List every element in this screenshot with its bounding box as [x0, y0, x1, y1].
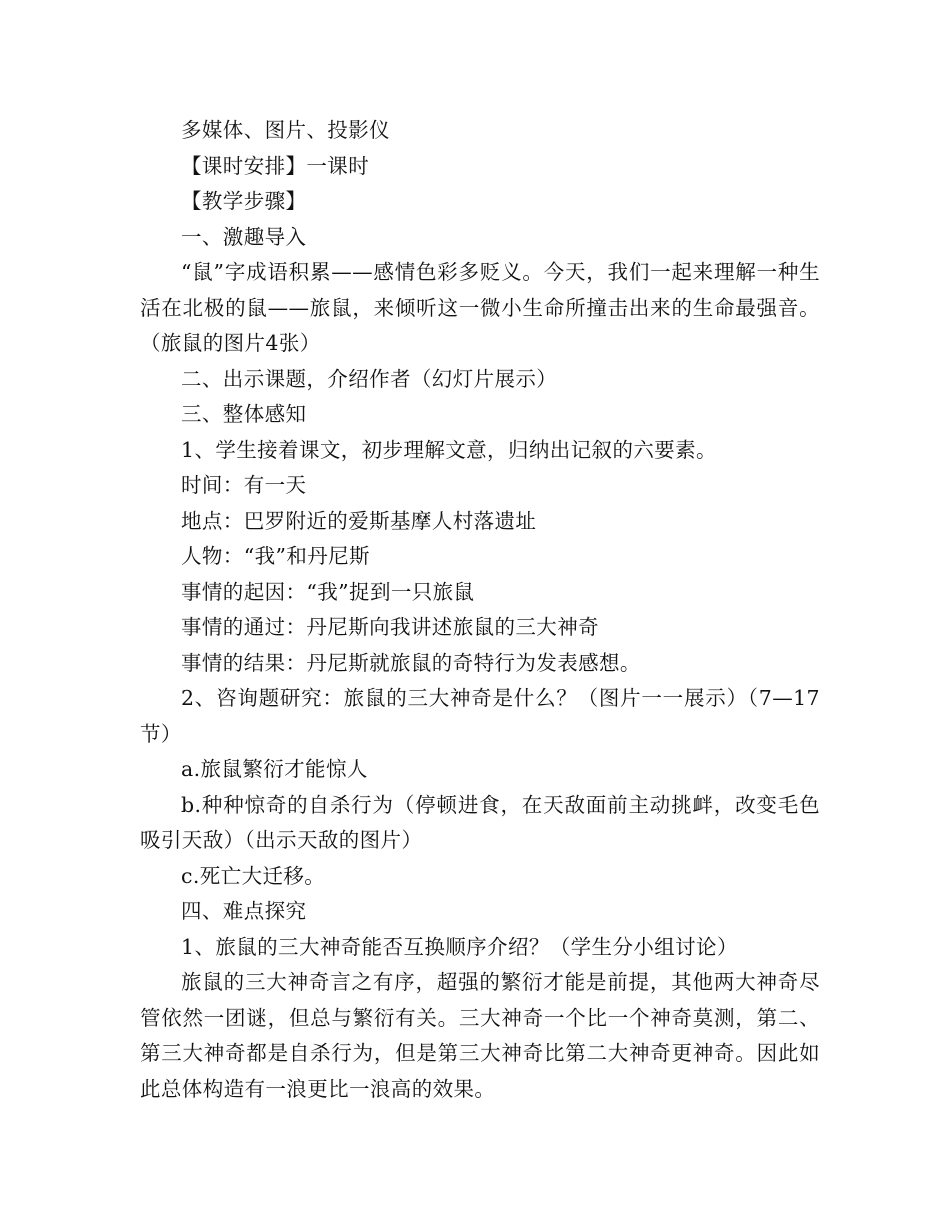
- paragraph-question-research: 2、咨询题研究：旅鼠的三大神奇是什么？（图片一一展示）（7—17节）: [140, 686, 820, 746]
- paragraph-materials: 多媒体、图片、投影仪: [181, 118, 390, 142]
- section-heading-title-author: 二、出示课题，介绍作者（幻灯片展示）: [181, 366, 558, 391]
- paragraph-cause: 事情的起因：“我”捉到一只旅鼠: [181, 579, 475, 604]
- paragraph-discussion-question: 1、旅鼠的三大神奇能否互换顺序介绍？（学生分小组讨论）: [181, 934, 738, 959]
- section-heading-introduction: 一、激趣导入: [181, 224, 307, 249]
- section-heading-difficulty: 四、难点探究: [181, 899, 307, 923]
- paragraph-six-elements: 1、学生接着课文，初步理解文意，归纳出记叙的六要素。: [181, 437, 717, 462]
- paragraph-characters: 人物：“我”和丹尼斯: [181, 544, 370, 568]
- paragraph-class-schedule: 【课时安排】一课时: [181, 153, 370, 178]
- section-heading-overall-perception: 三、整体感知: [181, 402, 307, 426]
- paragraph-result: 事情的结果：丹尼斯就旅鼠的奇特行为发表感想。: [181, 650, 641, 675]
- list-item-c: c.死亡大迁移。: [181, 863, 326, 888]
- paragraph-process: 事情的通过：丹尼斯向我讲述旅鼠的三大神奇: [181, 615, 599, 639]
- paragraph-introduction-body: “鼠”字成语积累——感情色彩多贬义。今天，我们一起来理解一种生活在北极的鼠——旅鼠，来倾听这一微小生命所撞击出来的生命最强音。（旅鼠的图片4张）: [140, 260, 820, 355]
- list-item-b: b.种种惊奇的自杀行为（停顿进食，在天敌面前主动挑衅，改变毛色吸引天敌）（出示天敌的图片）: [140, 792, 820, 852]
- document-body: [140, 113, 820, 1107]
- paragraph-conclusion: 旅鼠的三大神奇言之有序，超强的繁衍才能是前提，其他两大神奇尽管依然一团谜，但总与繁衍有关。三大神奇一个比一个神奇莫测，第二、第三大神奇都是自杀行为，但是第三大神奇比第二大神奇更神奇。因此如此总体构造有一浪更比一浪高的效果。: [140, 970, 820, 1101]
- list-item-a: a.旅鼠繁衍才能惊人: [181, 757, 368, 781]
- paragraph-place: 地点：巴罗附近的爱斯基摩人村落遗址: [181, 508, 537, 533]
- paragraph-time: 时间：有一天: [181, 473, 307, 497]
- paragraph-teaching-steps-heading: 【教学步骤】: [181, 189, 307, 213]
